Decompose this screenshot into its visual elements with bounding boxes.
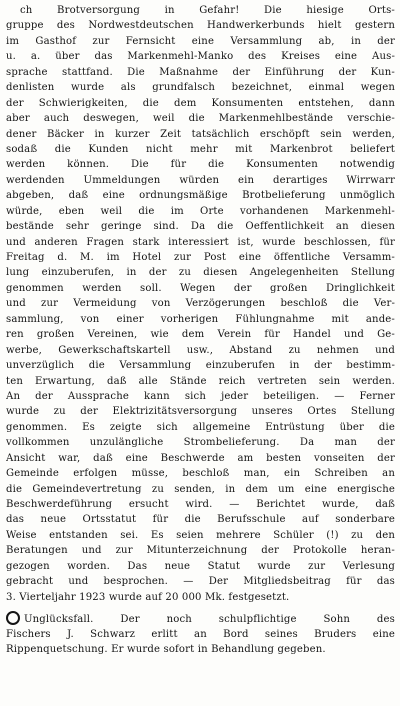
article-line: dener Bäcker in kurzer Zeit tatsächlich erschöpft sein werden,: [6, 128, 395, 140]
article-line: sodaß die Kunden nicht mehr mit Markenbrot beliefert: [6, 143, 395, 155]
article-line: aber auch deswegen, weil die Markenmehlbestände verschie-: [6, 113, 395, 125]
article-line: An der Aussprache kann sich jeder beteiligen. — Ferner: [6, 390, 395, 402]
article-line: vollkommen unzulängliche Strombelieferung. Da man der: [6, 437, 395, 449]
article-line: u. a. über das Markenmehl-Manko des Kreises eine Aus-: [6, 51, 395, 63]
article-line: wurde zu der Elektrizitätsversorgung unseres Ortes Stellung: [6, 406, 395, 418]
article-line: werdenden Ummeldungen würden ein derartiges Wirrwarr: [6, 174, 395, 186]
text-column: [6, 3, 395, 657]
article-line: Fischers J. Schwarz erlitt an Bord seines Bruders eine: [6, 628, 395, 640]
article-line-text: Unglücksfall. Der noch schulpflichtige Sohn des: [24, 614, 395, 626]
article-line: werbe, Gewerkschaftskartell usw., Abstand zu nehmen und: [6, 344, 395, 356]
article-line: und zur Vermeidung von Verzögerungen beschloß die Ver-: [6, 298, 395, 310]
article-line: ren großen Vereinen, wie dem Verein für Handel und Ge-: [6, 329, 395, 341]
article-line: [6, 611, 395, 626]
article-line: sammlung, von einer vorherigen Fühlungnahme mit ande-: [6, 313, 395, 325]
article-line: genommen werden soll. Wegen der großen Dringlichkeit: [6, 282, 395, 294]
article-line: Weise entstanden sei. Es seien mehrere Schüler (!) zu den: [6, 529, 395, 541]
article-line: ten Erwartung, daß alle Stände reich vertreten sein werden.: [6, 375, 395, 387]
article-line: lung einzuberufen, in der zu diesen Angelegenheiten Stellung: [6, 267, 395, 279]
article-line: 3. Vierteljahr 1923 wurde auf 20 000 Mk. festgesetzt.: [6, 591, 290, 603]
article-line: der Schwierigkeiten, die dem Konsumenten entstehen, dann: [6, 97, 395, 109]
article-line: sprache stattfand. Die Maßnahme der Einführung der Kun-: [6, 66, 395, 78]
article-line: bestände sehr geringe sind. Da die Oeffentlichkeit an diesen: [6, 221, 395, 233]
article-line: das neue Ortsstatut für die Berufsschule auf sonderbare: [6, 514, 395, 526]
article-line: gezogen worden. Das neue Statut wurde zur Verlesung: [6, 560, 395, 572]
article-line: unverzüglich die Versammlung einzuberufen in der bestimm-: [6, 360, 395, 372]
article-line: würde, eben weil die im Orte vorhandenen Markenmehl-: [6, 205, 395, 217]
article-line: Beratungen und zur Mitunterzeichnung der Protokolle heran-: [6, 545, 395, 557]
article-brotversorgung: [6, 3, 395, 605]
article-ungluecksfall: [6, 611, 395, 657]
article-line: im Gasthof zur Fernsicht eine Versammlung ab, in der: [6, 35, 395, 47]
article-line: Rippenquetschung. Er wurde sofort in Behandlung gegeben.: [6, 643, 326, 655]
article-line: abgeben, daß eine ordnungsmäßige Brotbelieferung unmöglich: [6, 190, 395, 202]
article-line: und anderen Fragen stark interessiert ist, wurde beschlossen, für: [6, 236, 395, 248]
circle-bullet-icon: [6, 611, 20, 625]
article-line: gruppe des Nordwestdeutschen Handwerkerbunds hielt gestern: [6, 20, 395, 32]
article-line: Gemeinde erfolgen müsse, beschloß man, ein Schreiben an: [6, 468, 395, 480]
article-line: die Gemeindevertretung zu senden, in dem um eine energische: [6, 483, 395, 495]
article-line: ch Brotversorgung in Gefahr! Die hiesige Orts-: [20, 5, 395, 16]
article-line: Ansicht war, daß eine Beschwerde am besten vonseiten der: [6, 452, 395, 464]
article-line: Freitag d. M. im Hotel zur Post eine öffentliche Versamm-: [6, 252, 395, 263]
article-line: gebracht und besprochen. — Der Mitgliedsbeitrag für das: [6, 576, 395, 588]
article-line: werden können. Die für die Konsumenten notwendig: [6, 159, 395, 171]
article-line: denlisten wurde als grundfalsch bezeichnet, einmal wegen: [6, 82, 395, 94]
article-line: Beschwerdeführung ersucht wird. — Berichtet wurde, daß: [6, 499, 395, 510]
article-line: genommen. Es zeigte sich allgemeine Entrüstung über die: [6, 421, 395, 433]
